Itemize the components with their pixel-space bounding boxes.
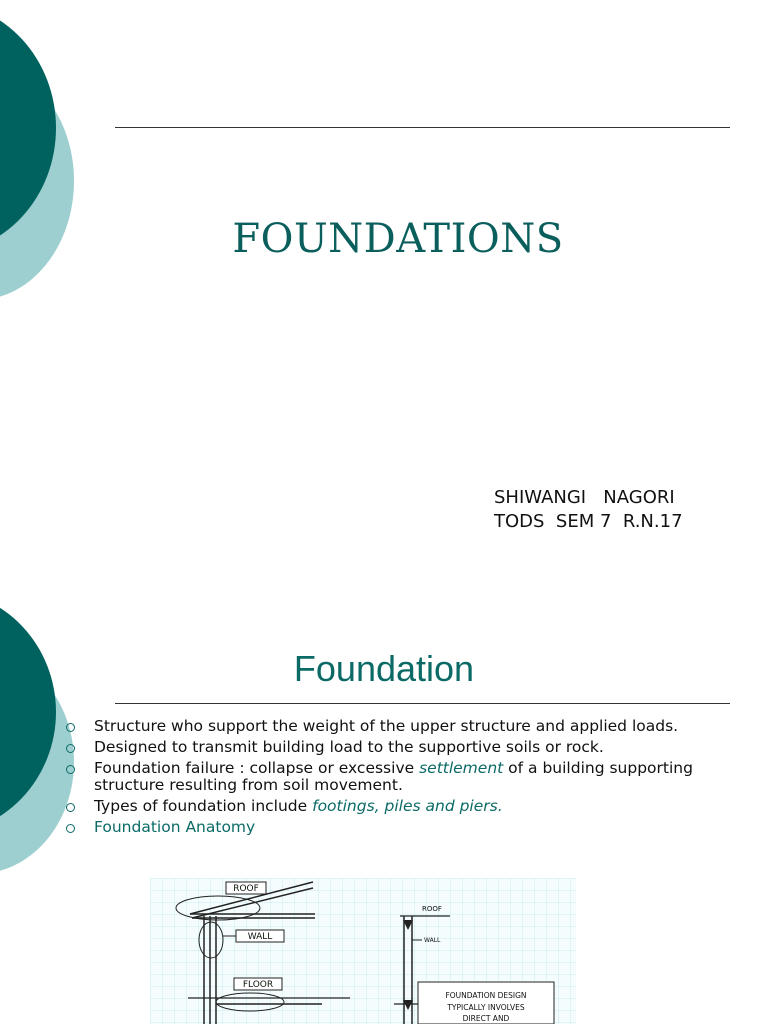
title-rule <box>115 703 730 704</box>
foundation-diagram <box>150 878 576 1024</box>
circle-bullet-icon <box>66 824 75 833</box>
bullet-item <box>66 760 726 794</box>
circle-bullet-icon <box>66 744 75 753</box>
right-roof-label: ROOF <box>422 905 442 913</box>
bullet-item <box>66 718 726 735</box>
author-name: SHIWANGI NAGORI <box>494 487 675 508</box>
circle-bullet-icon <box>66 723 75 732</box>
right-wall-label: WALL <box>424 937 441 944</box>
circle-bullet-icon <box>66 803 75 812</box>
circle-bullet-icon <box>66 765 75 774</box>
bullet-text: of a building supporting structure resulting from soil movement. <box>94 759 693 794</box>
bullet-emphasis: settlement <box>419 759 504 777</box>
bullet-list <box>66 718 726 840</box>
title-rule <box>115 127 730 128</box>
bullet-emphasis: footings, piles and piers. <box>312 797 503 815</box>
wall-label: WALL <box>247 932 273 942</box>
bullet-text: Structure who support the weight of the upper structure and applied loads. <box>94 717 679 735</box>
roof-label: ROOF <box>233 884 259 894</box>
foundation-anatomy-figure <box>150 878 576 1024</box>
note-line: DIRECT AND <box>462 1014 510 1023</box>
content-slide <box>0 576 768 1024</box>
floor-label: FLOOR <box>242 980 274 990</box>
slide-title: FOUNDATIONS <box>232 216 564 262</box>
bullet-text: Foundation failure : collapse or excessive <box>94 759 420 777</box>
bullet-item <box>66 798 726 815</box>
slide-title: Foundation <box>293 648 475 689</box>
bullet-item <box>66 739 726 756</box>
note-line: FOUNDATION DESIGN <box>445 991 527 1000</box>
bullet-text: Types of foundation include <box>94 797 313 815</box>
author-details: TODS SEM 7 R.N.17 <box>494 511 683 532</box>
bullet-text: Designed to transmit building load to the supportive soils or rock. <box>94 738 604 756</box>
bullet-text: Foundation Anatomy <box>94 818 256 836</box>
bullet-item <box>66 819 726 836</box>
note-line: TYPICALLY INVOLVES <box>447 1003 525 1012</box>
